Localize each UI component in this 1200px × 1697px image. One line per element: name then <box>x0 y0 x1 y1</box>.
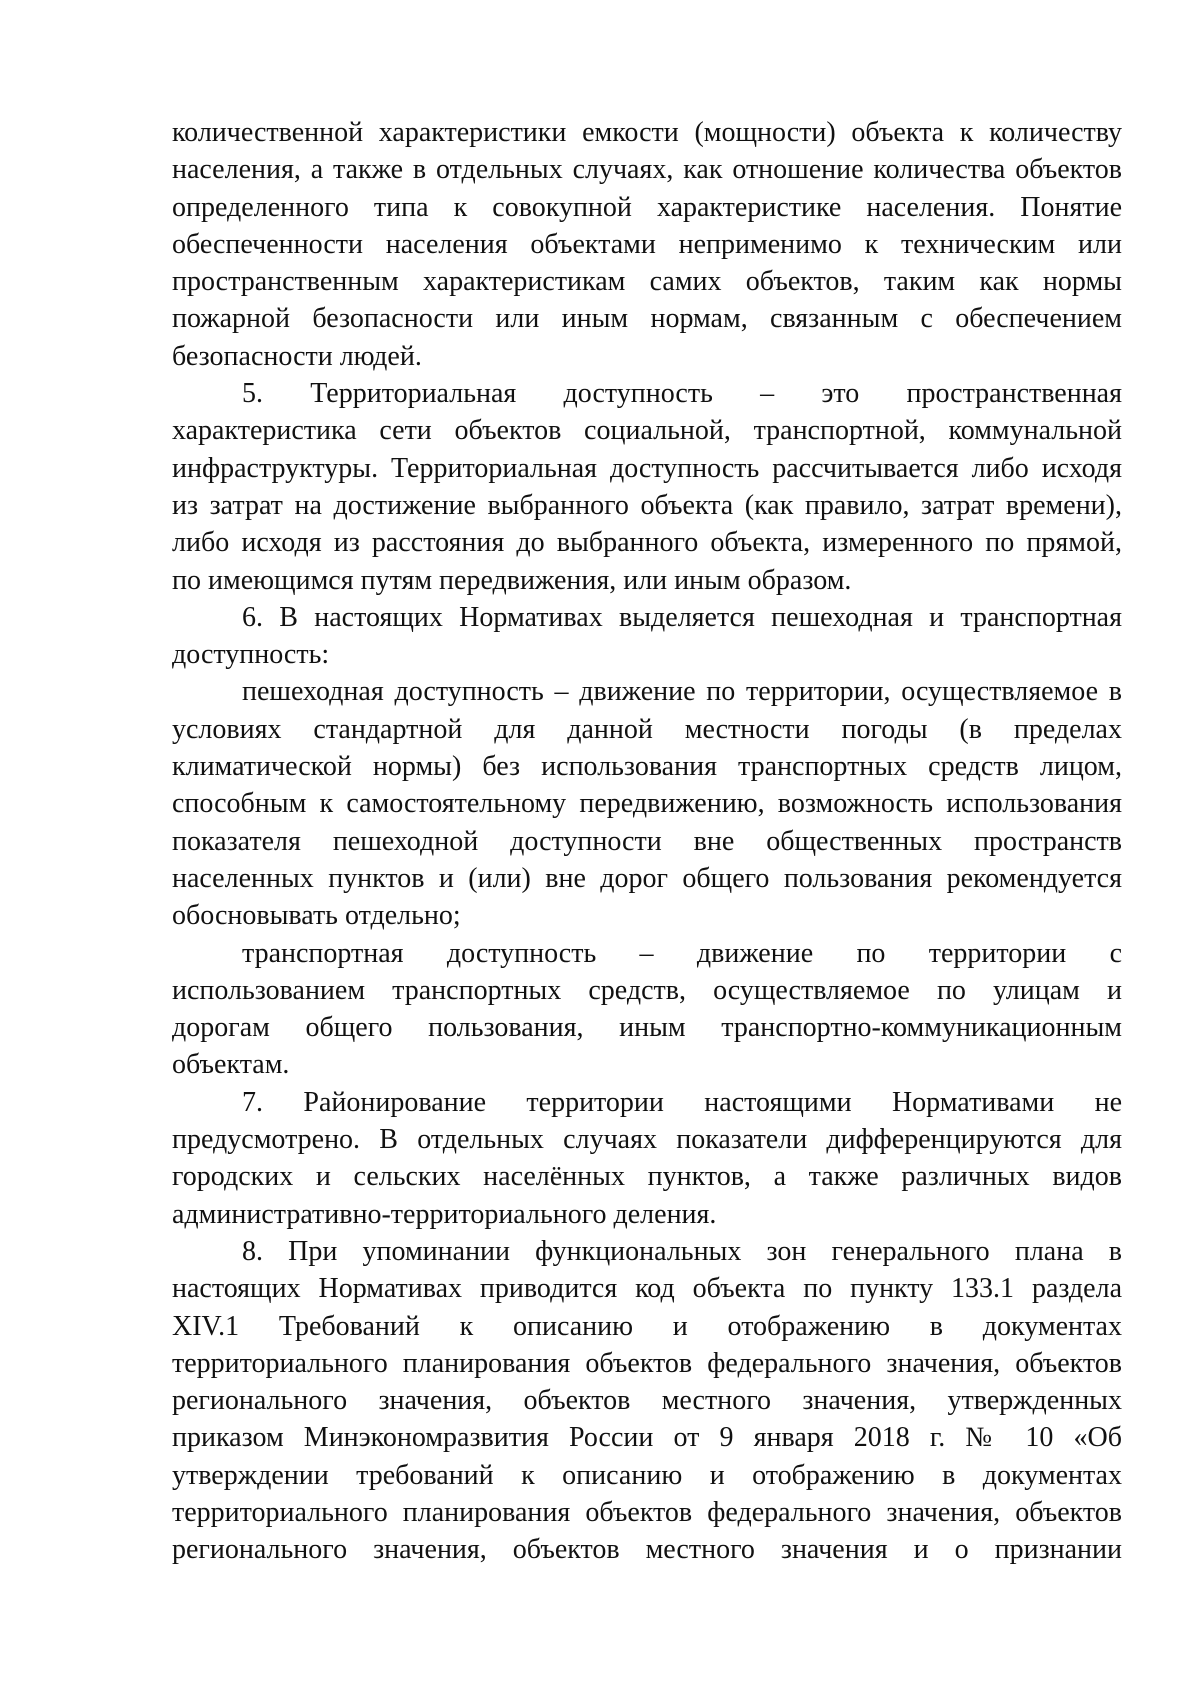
text-line: объектам. <box>172 1049 290 1081</box>
text-line: доступность: <box>172 639 330 671</box>
text-line: безопасности людей. <box>172 340 422 372</box>
text-line: 7. Районирование территории настоящими Нормативами не <box>242 1086 1122 1118</box>
text-line: населенных пунктов и (или) вне дорог общего пользования рекомендуется <box>172 862 1122 894</box>
text-line: 6. В настоящих Нормативах выделяется пешеходная и транспортная <box>242 601 1122 633</box>
text-line: предусмотрено. В отдельных случаях показатели дифференцируются для <box>172 1124 1122 1156</box>
text-line: использованием транспортных средств, осуществляемое по улицам и <box>172 974 1122 1006</box>
text-line: дорогам общего пользования, иным транспортно-коммуникационным <box>172 1012 1122 1044</box>
text-line: настоящих Нормативах приводится код объекта по пункту 133.1 раздела <box>172 1273 1122 1305</box>
text-line: по имеющимся путям передвижения, или иным образом. <box>172 564 852 596</box>
text-line: населения, а также в отдельных случаях, как отношение количества объектов <box>172 154 1122 186</box>
text-line: пешеходная доступность – движение по территории, осуществляемое в <box>242 676 1122 708</box>
text-line: способным к самостоятельному передвижению, возможность использования <box>172 788 1122 820</box>
text-line: климатической нормы) без использования транспортных средств лицом, <box>172 751 1122 783</box>
text-line: утверждении требований к описанию и отображению в документах <box>172 1459 1122 1491</box>
text-line: обосновывать отдельно; <box>172 900 461 932</box>
document-body-text <box>172 114 1122 1569</box>
text-line: регионального значения, объектов местного значения и о признании <box>172 1534 1122 1566</box>
text-line: пространственным характеристикам самих объектов, таким как нормы <box>172 266 1122 298</box>
text-line: городских и сельских населённых пунктов, а также различных видов <box>172 1161 1122 1193</box>
text-line: регионального значения, объектов местного значения, утвержденных <box>172 1385 1122 1417</box>
text-line: административно-территориального деления. <box>172 1198 717 1230</box>
text-line: 5. Территориальная доступность – это пространственная <box>242 378 1122 410</box>
text-line: либо исходя из расстояния до выбранного объекта, измеренного по прямой, <box>172 527 1122 559</box>
text-line: характеристика сети объектов социальной, транспортной, коммунальной <box>172 415 1122 447</box>
text-line: транспортная доступность – движение по территории с <box>242 937 1122 969</box>
text-line: инфраструктуры. Территориальная доступность рассчитывается либо исходя <box>172 452 1122 484</box>
text-line: XIV.1 Требований к описанию и отображению в документах <box>172 1310 1122 1342</box>
text-line: определенного типа к совокупной характеристике населения. Понятие <box>172 191 1122 223</box>
text-line: территориального планирования объектов федерального значения, объектов <box>172 1496 1122 1528</box>
text-line: обеспеченности населения объектами неприменимо к техническим или <box>172 228 1122 260</box>
text-line: приказом Минэкономразвития России от 9 января 2018 г. № 10 «Об <box>172 1422 1122 1454</box>
text-line: пожарной безопасности или иным нормам, связанным с обеспечением <box>172 303 1122 335</box>
text-line: количественной характеристики емкости (мощности) объекта к количеству <box>172 117 1122 148</box>
text-line: территориального планирования объектов федерального значения, объектов <box>172 1347 1122 1379</box>
text-line: 8. При упоминании функциональных зон генерального плана в <box>242 1235 1122 1267</box>
text-line: условиях стандартной для данной местности погоды (в пределах <box>172 713 1122 745</box>
text-line: показателя пешеходной доступности вне общественных пространств <box>172 825 1122 857</box>
text-line: из затрат на достижение выбранного объекта (как правило, затрат времени), <box>172 489 1122 521</box>
